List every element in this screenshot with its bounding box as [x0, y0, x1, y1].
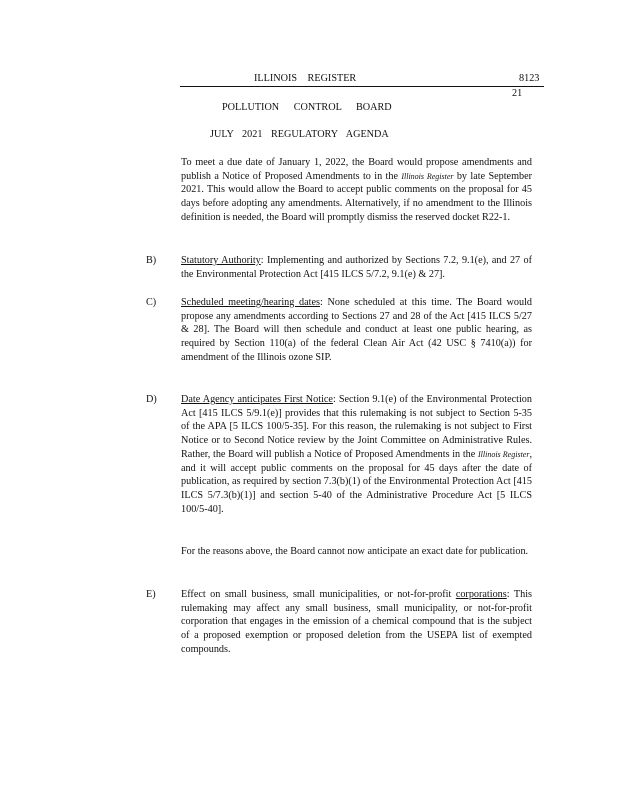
section-e-text: : This rulemaking may affect any small business, small municipality, or not-for-profit corporation that engages in the emission of a chemical compound that is the subject of a proposed exemption or proposed deletion from the USEPA list of exempted compounds. [181, 589, 532, 655]
section-d-paragraph [181, 393, 532, 516]
page-number: 8123 [519, 73, 540, 84]
register-title: ILLINOIS REGISTER [254, 73, 357, 84]
issue-number: 21 [512, 88, 523, 99]
agenda-title: JULY 2021 REGULATORY AGENDA [210, 129, 389, 140]
section-d-text-1: : Section 9.1(e) of the Environmental Protection Act [415 ILCS 5/9.1(e)] provides that this rulemaking is not subject to Section 5-35 of the APA [5 ILCS 100/5-35]. For this reason, the rulemaking is not subject to First Notice or to Second Notice review by the Joint Committee on Administrative Rules. Rather, the Board will publish a Notice of Proposed Amendments in the [181, 394, 532, 460]
section-d-label: D) [146, 394, 157, 405]
section-c-heading: Scheduled meeting/hearing dates [181, 297, 320, 308]
section-b-label: B) [146, 255, 157, 266]
intro-text-1: To meet a due date of January 1, 2022, the Board would propose amendments and publish a Notice of Proposed Amendments to in the [181, 157, 532, 182]
section-d-heading: Date Agency anticipates First Notice [181, 394, 333, 405]
section-c-text: : None scheduled at this time. The Board would propose any amendments according to Sections 27 and 28 of the Act [415 ILCS 5/27 & 28]. The Board will then schedule and conduct at least one public hearing, as required by Section 110(a) of the federal Clean Air Act (42 USC § 7410(a)) for amendment of the Illinois ozone SIP. [181, 297, 532, 363]
intro-register-title: Illinois Register [401, 171, 454, 181]
intro-paragraph [181, 156, 532, 225]
section-d-text-2: , and it will accept public comments on the proposal for 45 days after the date of publication, as required by section 7.3(b)(1) of the Environmental Protection Act [415 ILCS 5/7.3(b)(1)] and section 5-40 of the Administrative Procedure Act [5 ILCS 100/5-40]. [181, 448, 533, 515]
section-e-label: E) [146, 589, 156, 600]
section-e-heading: Effect on small business, small municipalities, or not-for-profit [181, 589, 456, 600]
board-title: POLLUTION CONTROL BOARD [222, 102, 392, 113]
section-d-followup: For the reasons above, the Board cannot now anticipate an exact date for publication. [181, 546, 529, 557]
intro-text-2: by late September 2021. This would allow the Board to accept public comments on the proposal for 45 days before adopting any amendments. Alternatively, if no amendment to the Illinois definition is needed, the Board will promptly dismiss the reserved docket R22-1. [181, 170, 533, 223]
section-c-paragraph [181, 296, 532, 365]
section-b-paragraph [181, 254, 532, 281]
section-c-label: C) [146, 297, 157, 308]
header-rule [180, 86, 544, 87]
section-d-register-title: Illinois Register [477, 449, 530, 459]
section-b-text: : Implementing and authorized by Sections 7.2, 9.1(e), and 27 of the Environmental Protection Act [415 ILCS 5/7.2, 9.1(e) & 27]. [181, 255, 532, 280]
section-e-heading-underlined: corporations [455, 589, 507, 600]
section-b-heading: Statutory Authority [181, 255, 261, 266]
section-e-paragraph [181, 588, 532, 657]
